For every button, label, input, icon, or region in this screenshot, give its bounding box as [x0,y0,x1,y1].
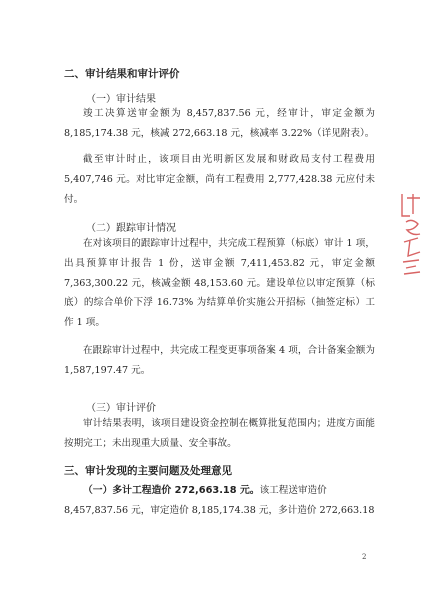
overstated-cost-detail: 该工程送审造价 8,457,837.56 元，审定造价 8,185,174.38 元，多计造价 272,663.18 [64,485,375,516]
subheading-tracking-audit: （二）跟踪审计情况 [86,223,176,234]
paragraph-overstated-cost [64,481,375,521]
paragraph-payment-status: 截至审计时止，该项目由光明新区发展和财政局支付工程费用 5,407,746 元。对比审定金额，尚有工程费用 2,777,428.38 元应付未付。 [64,154,375,205]
paragraph-change-records: 在跟踪审计过程中，共完成工程变更事项备案 4 项，合计备案金额为 1,587,197.47 元。 [64,345,375,376]
paragraph-final-accounts: 竣工决算送审金额为 8,457,837.56 元，经审计，审定金额为 8,185,174.38 元，核减 272,663.18 元，核减率 3.22%（详见附表）。 [64,108,375,139]
subheading-audit-evaluation: （三）审计评价 [86,403,156,414]
subheading-audit-result: （一）审计结果 [86,94,156,105]
paragraph-tracking-audit: 在对该项目的跟踪审计过程中，共完成工程预算（标底）审计 1 项，出具预算审计报告 1 份，送审金额 7,411,453.82 元，审定金额 7,363,300.22 元，核减金额 48,153.60 元。建设单位以审定预算（标底）的综合单价下浮 16.73% 为结算单价实施公开招标（抽签定标）工作 1 项。 [64,238,375,329]
paragraph-evaluation: 审计结果表明，该项目建设资金控制在概算批复范围内；进度方面能按期完工；未出现重大质量、安全事故。 [64,418,375,449]
section-heading-problems: 三、审计发现的主要问题及处理意见 [64,465,232,477]
seal-stamp-icon [398,190,424,280]
page-number: 2 [362,553,367,561]
section-heading-audit-results: 二、审计结果和审计评价 [64,68,180,80]
overstated-cost-lead: （一）多计工程造价 272,663.18 元。 [83,485,260,496]
